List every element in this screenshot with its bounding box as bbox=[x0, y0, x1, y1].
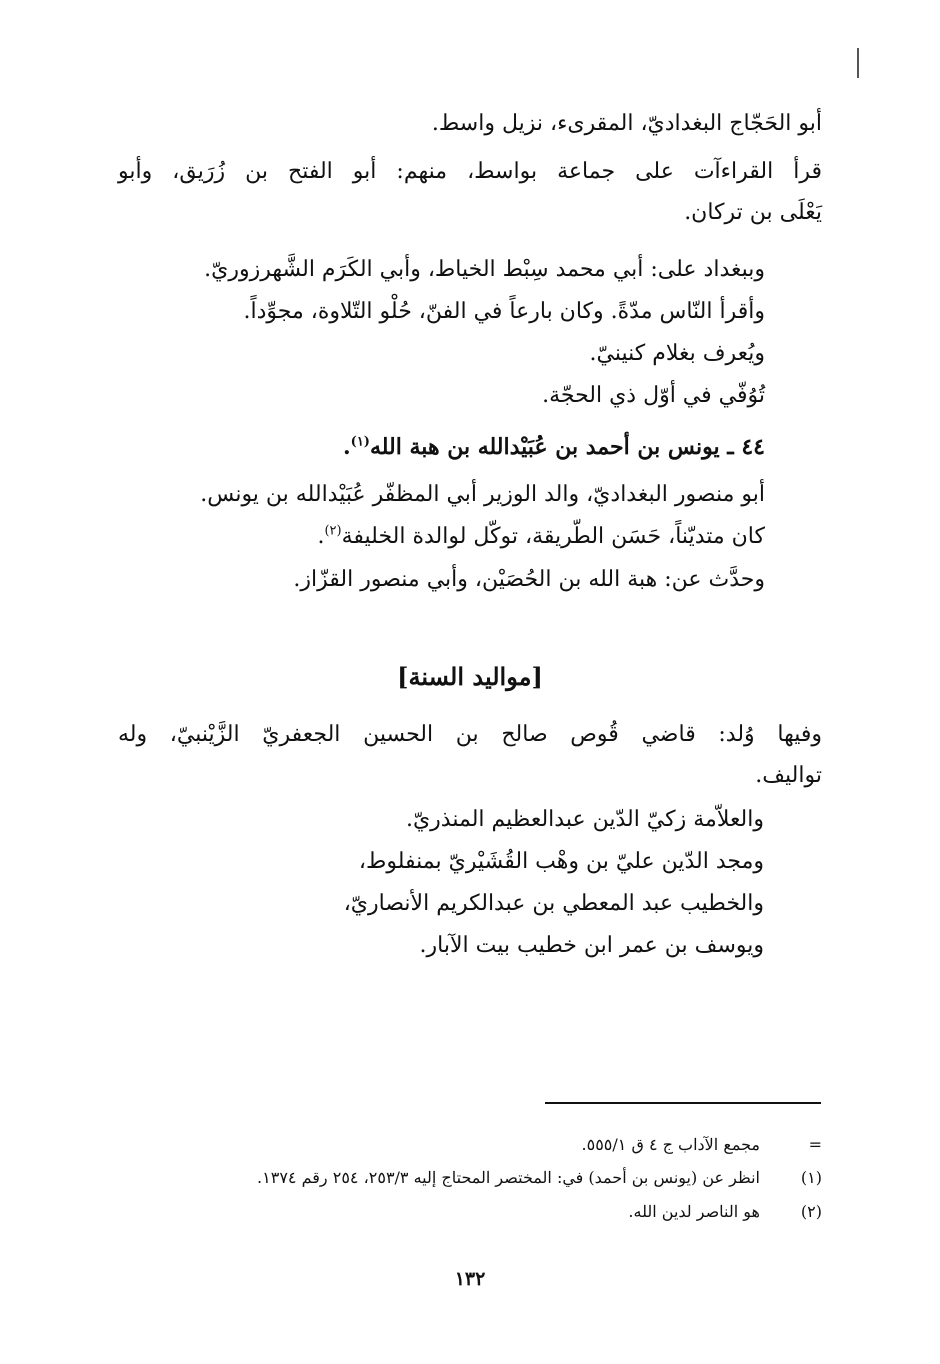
footnote-text: انظر عن (يونس بن أحمد) في: المختصر المحتاج إليه ٢٥٣/٣، ٢٥٤ رقم ١٣٧٤. bbox=[257, 1168, 760, 1187]
text-line: أبو الحَجّاج البغداديّ، المقرىء، نزيل واسط. bbox=[431, 111, 822, 136]
text-line: وببغداد على: أبي محمد سِبْط الخياط، وأبي الكَرَم الشَّهرزوريّ. bbox=[204, 257, 765, 282]
footnote bbox=[118, 1163, 822, 1193]
text-line: تُوُفّي في أوّل ذي الحجّة. bbox=[542, 383, 765, 408]
footnote-text: مجمع الآداب ج ٤ ق ٥٥٥/١. bbox=[581, 1135, 760, 1154]
text-line: ومجد الدّين عليّ بن وهْب القُشَيْريّ بمنفلوط، bbox=[358, 849, 764, 874]
footnote bbox=[118, 1197, 822, 1227]
footnote-text: هو الناصر لدين الله. bbox=[628, 1202, 760, 1221]
text-line-with-note bbox=[317, 517, 765, 557]
footnote bbox=[118, 1130, 822, 1160]
footnote-mark: (١) bbox=[800, 1168, 822, 1187]
scan-edge-mark bbox=[857, 48, 859, 78]
text-line: يَعْلَى بن تركان. bbox=[684, 200, 822, 225]
text-line: والعلاّمة زكيّ الدّين عبدالعظيم المنذريّ. bbox=[405, 807, 764, 832]
footnote-mark: = bbox=[808, 1135, 822, 1154]
page-number: ١٣٢ bbox=[454, 1268, 486, 1290]
text-line: تواليف. bbox=[755, 763, 822, 788]
text-line: والخطيب عبد المعطي بن عبدالكريم الأنصاريّ، bbox=[343, 891, 764, 916]
footnote-ref-2: (٢) bbox=[324, 523, 342, 539]
text-line: وأقرأ النّاس مدّةً. وكان بارعاً في الفنّ، حُلْو التّلاوة، مجوِّداً. bbox=[243, 299, 765, 324]
entry-title bbox=[343, 427, 765, 467]
text-line: وحدَّث عن: هبة الله بن الحُصَيْن، وأبي منصور القزّاز. bbox=[293, 567, 765, 592]
footnote-mark: (٢) bbox=[800, 1202, 822, 1221]
text-line-end: . bbox=[317, 524, 325, 549]
entry-title-end: . bbox=[342, 434, 351, 460]
text-line: كان متديّناً، حَسَن الطّريقة، توكّل لوالدة الخليفة bbox=[341, 524, 765, 549]
text-line: ويُعرف بغلام كنينيّ. bbox=[589, 341, 765, 366]
section-heading: [مواليد السنة] bbox=[397, 662, 543, 691]
entry-title-text: ٤٤ ـ يونس بن أحمد بن عُبَيْدالله بن هبة الله bbox=[369, 434, 765, 460]
footnote-divider bbox=[545, 1102, 821, 1104]
text-line: ويوسف بن عمر ابن خطيب بيت الآبار. bbox=[419, 933, 764, 958]
footnote-ref-1: (١) bbox=[350, 434, 370, 450]
text-line: وفيها وُلد: قاضي قُوص صالح بن الحسين الجعفريّ الزَّيْنبيّ، وله bbox=[118, 722, 822, 747]
text-line: أبو منصور البغداديّ، والد الوزير أبي المظفّر عُبَيْدالله بن يونس. bbox=[200, 482, 765, 507]
text-line: قرأ القراءآت على جماعة بواسط، منهم: أبو الفتح بن زُرَيق، وأبو bbox=[118, 159, 822, 184]
